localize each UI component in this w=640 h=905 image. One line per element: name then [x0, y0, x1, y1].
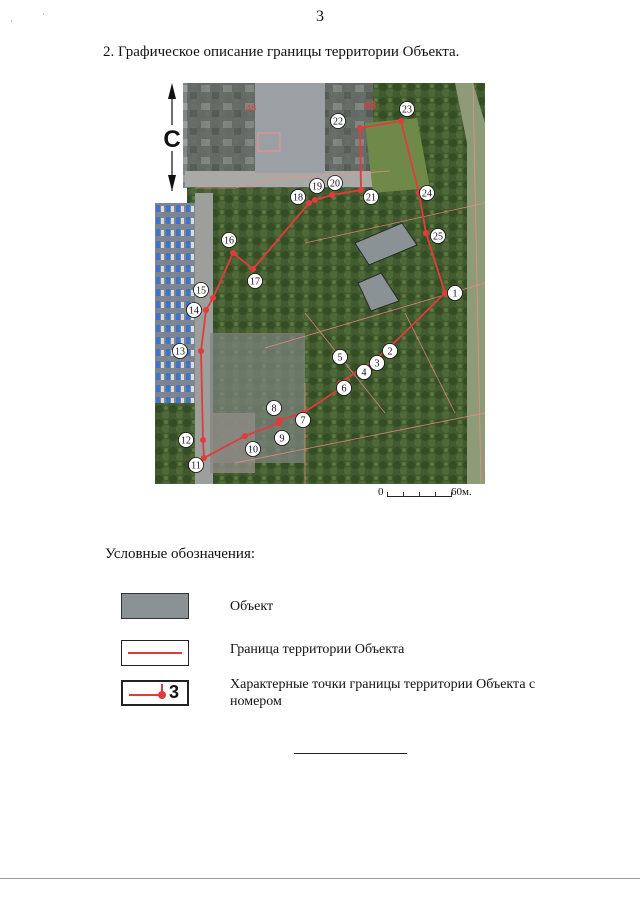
point-number-label: 1	[452, 288, 458, 300]
scale-tick	[419, 492, 420, 497]
point-number-label: 5	[337, 352, 343, 364]
scale-bar	[378, 486, 488, 502]
point-dot-icon	[158, 691, 166, 699]
scan-artifact: ˈ	[42, 12, 45, 22]
point-sample-number: 3	[169, 682, 180, 702]
point-number-label: 6	[341, 383, 347, 395]
boundary-point-4	[357, 365, 372, 380]
legend-title: Условные обозначения:	[105, 546, 256, 562]
boundary-vertex-dot	[398, 118, 404, 124]
point-number-label: 3	[374, 358, 380, 370]
scale-tick	[435, 492, 436, 497]
scale-start-label: 0	[378, 486, 384, 498]
point-number-label: 12	[181, 435, 191, 447]
point-number-label: 10	[248, 444, 258, 456]
point-number-label: 14	[189, 305, 199, 317]
point-number-label: 8	[271, 403, 277, 415]
boundary-vertex-dot	[358, 187, 364, 193]
boundary-vertex-dot	[306, 200, 312, 206]
parcel-label-43: 43	[363, 100, 377, 112]
point-number-label: 11	[191, 460, 201, 472]
point-number-label: 15	[196, 285, 206, 297]
boundary-vertex-dot	[198, 348, 204, 354]
scale-tick	[387, 492, 388, 497]
point-number-label: 23	[402, 104, 412, 116]
legend-point-symbol	[121, 680, 189, 706]
point-number-label: 7	[300, 415, 306, 427]
north-label: С	[163, 126, 181, 153]
scan-artifact: ˌ	[10, 12, 13, 22]
legend-object-symbol	[121, 593, 189, 619]
parcel-label-48: 48	[245, 103, 257, 113]
point-number-label: 22	[333, 116, 343, 128]
boundary-point-2	[383, 344, 398, 359]
boundary-vertex-dot	[276, 420, 282, 426]
point-number-label: 16	[224, 235, 234, 247]
scan-edge-line	[0, 878, 640, 879]
point-number-label: 21	[366, 192, 376, 204]
signature-line	[294, 753, 407, 754]
point-number-label: 13	[175, 346, 185, 358]
scale-end-label: 60м.	[451, 486, 472, 498]
scale-tick	[403, 492, 404, 497]
point-line-sample	[129, 694, 161, 696]
point-number-label: 4	[361, 367, 367, 379]
boundary-vertex-dot	[250, 266, 256, 272]
point-number-label: 20	[330, 178, 340, 190]
boundary-vertex-dot	[210, 295, 216, 301]
building-center	[255, 83, 325, 173]
boundary-point-3	[370, 356, 385, 371]
point-number-label: 18	[293, 192, 303, 204]
point-number-label: 25	[433, 231, 443, 243]
boundary-point-6	[337, 381, 352, 396]
boundary-line-sample	[128, 652, 182, 654]
aerial-map	[155, 83, 485, 484]
page-number: 3	[316, 8, 324, 25]
legend-point-label: Характерные точки границы территории Объекта с номером	[230, 677, 536, 709]
boundary-vertex-dot	[312, 197, 318, 203]
point-number-label: 24	[422, 188, 432, 200]
section-heading: 2. Графическое описание границы территории Объекта.	[103, 44, 460, 60]
legend-boundary-label: Граница территории Объекта	[230, 642, 405, 657]
boundary-vertex-dot	[242, 433, 248, 439]
boundary-vertex-dot	[329, 192, 335, 198]
legend-object-label: Объект	[230, 599, 274, 614]
legend-boundary-symbol	[121, 640, 189, 666]
boundary-vertex-dot	[230, 250, 236, 256]
boundary-vertex-dot	[200, 437, 206, 443]
point-number-label: 9	[279, 433, 285, 445]
point-number-label: 19	[312, 181, 322, 193]
boundary-vertex-dot	[357, 125, 363, 131]
boundary-vertex-dot	[203, 307, 209, 313]
boundary-vertex-dot	[423, 230, 429, 236]
point-number-label: 2	[387, 346, 393, 358]
point-number-label: 17	[250, 276, 260, 288]
